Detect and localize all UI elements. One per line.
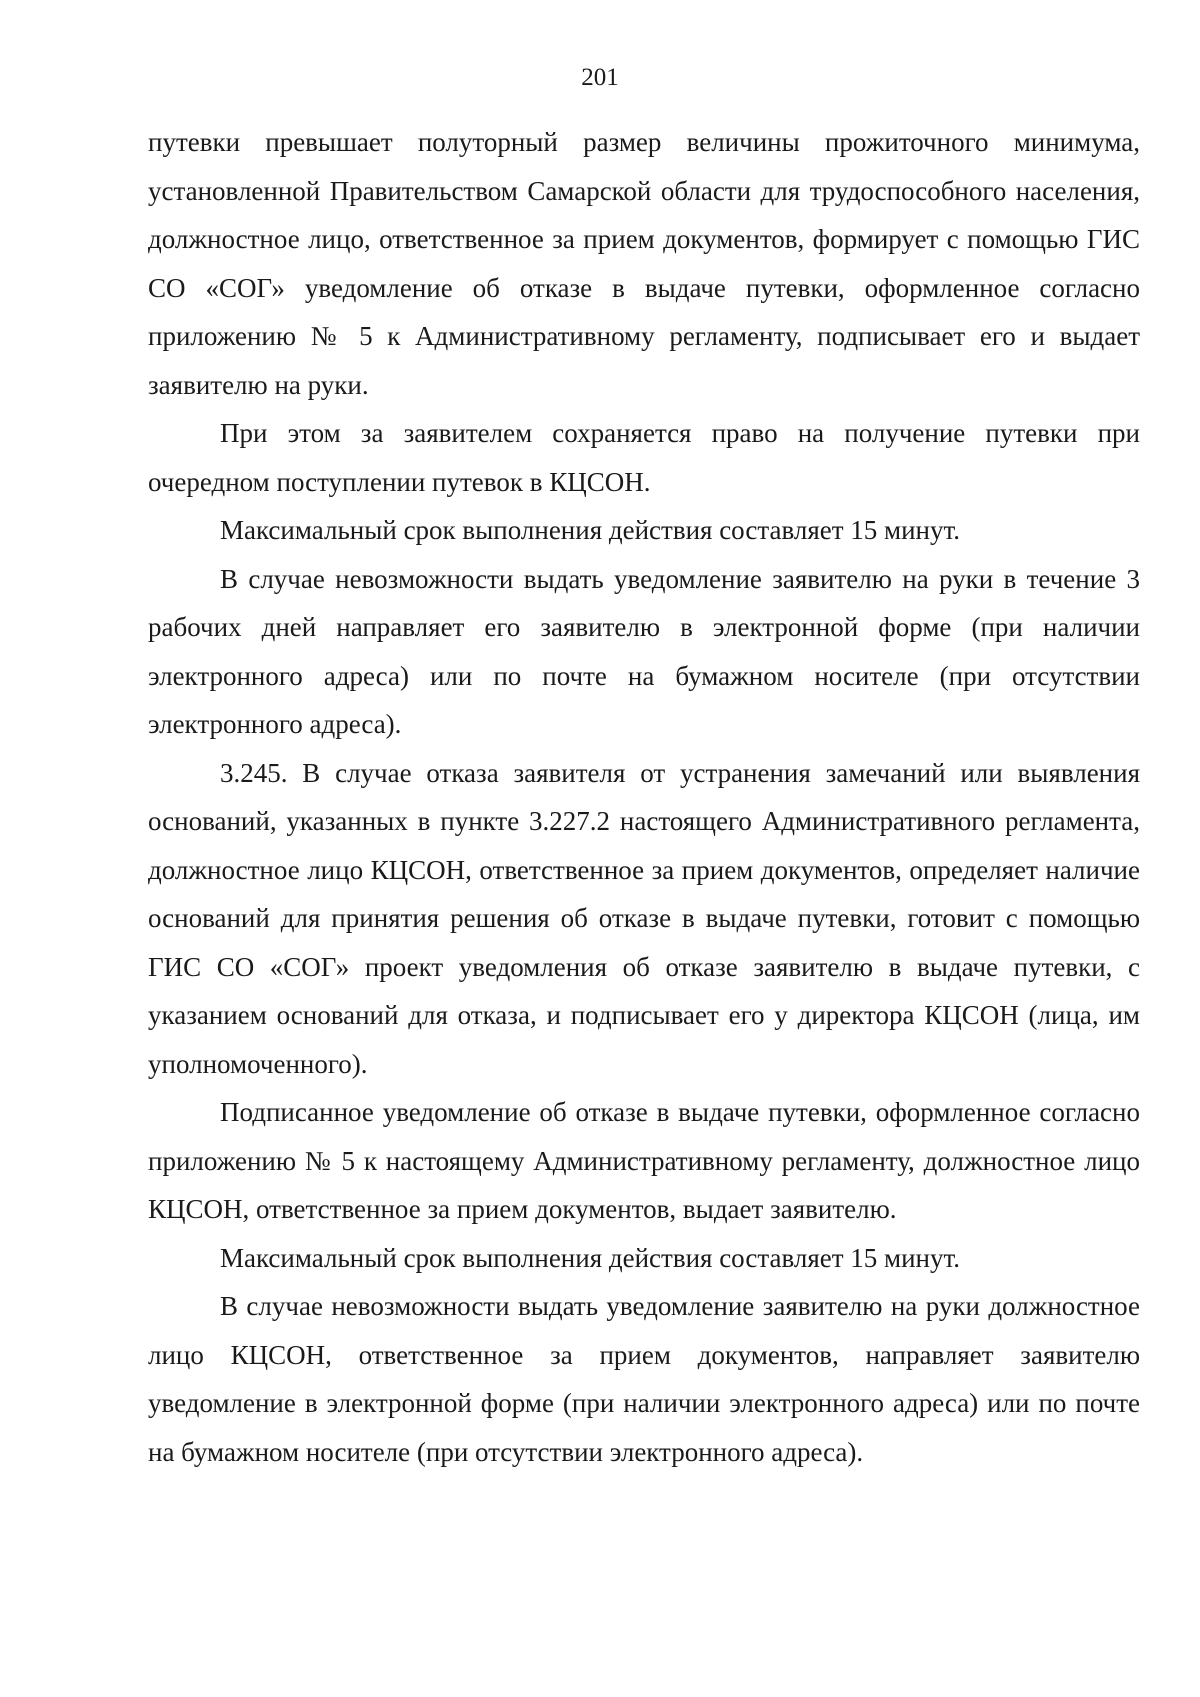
- paragraph-delivery-final: В случае невозможности выдать уведомление заявителю на руки должностное лицо КЦСОН, ответственное за прием документов, направляет заявителю уведомление в электронной форме (при наличии электронного адреса) или по почте на бумажном носителе (при отсутствии электронного адреса).: [148, 1291, 1140, 1467]
- paragraph-right-retained: При этом за заявителем сохраняется право на получение путевки при очередном поступлении путевок в КЦСОН.: [148, 418, 1140, 497]
- paragraph-max-time-1: Максимальный срок выполнения действия составляет 15 минут.: [220, 515, 961, 545]
- paragraph-3-245: 3.245. В случае отказа заявителя от устранения замечаний или выявления оснований, указанных в пункте 3.227.2 настоящего Административного регламента, должностное лицо КЦСОН, ответственное за прием документов, определяет наличие оснований для принятия решения об отказе в выдаче путевки, готовит с помощью ГИС СО «СОГ» проект уведомления об отказе заявителю в выдаче путевки, с указанием оснований для отказа, и подписывает его у директора КЦСОН (лица, им уполномоченного).: [148, 757, 1140, 1079]
- page-number: 201: [581, 64, 619, 91]
- paragraph-delivery-3-days: В случае невозможности выдать уведомление заявителю на руки в течение 3 рабочих дней направляет его заявителю в электронной форме (при наличии электронного адреса) или по почте на бумажном носителе (при отсутствии электронного адреса).: [148, 563, 1140, 739]
- document-body: [148, 118, 1140, 1476]
- paragraph-signed-notice: Подписанное уведомление об отказе в выдаче путевки, оформленное согласно приложению № 5 к настоящему Административному регламенту, должностное лицо КЦСОН, ответственное за прием документов, выдает заявителю.: [148, 1097, 1140, 1224]
- paragraph-continuation: путевки превышает полуторный размер величины прожиточного минимума, установленной Правительством Самарской области для трудоспособного населения, должностное лицо, ответственное за прием документов, формирует с помощью ГИС СО «СОГ» уведомление об отказе в выдаче путевки, оформленное согласно приложению № 5 к Административному регламенту, подписывает его и выдает заявителю на руки.: [148, 127, 1140, 400]
- paragraph-max-time-2: Максимальный срок выполнения действия составляет 15 минут.: [220, 1242, 961, 1273]
